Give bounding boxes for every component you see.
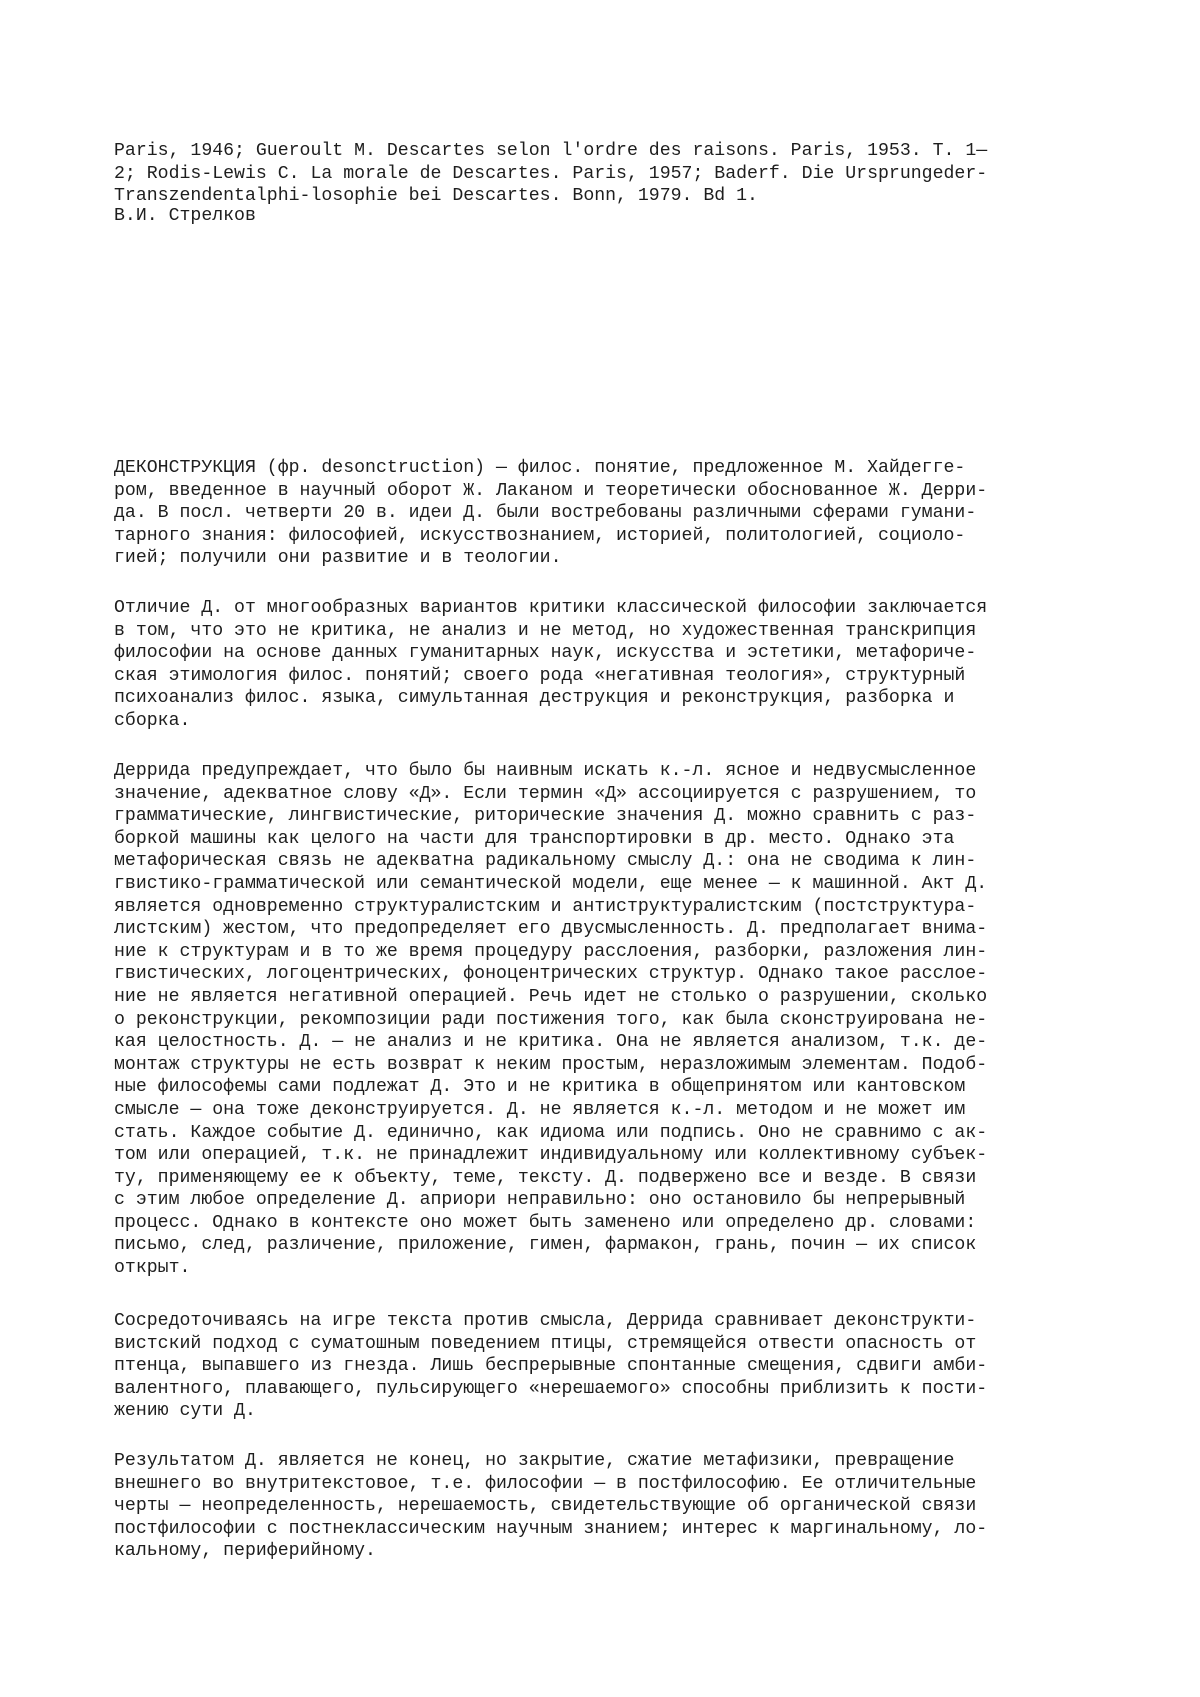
text-line: гвистико-грамматической или семантической модели, еще менее — к машинной. Акт Д. [114,873,988,894]
text-line: ние к структурам и в то же время процедуру расслоения, разборки, разложения лин- [114,941,988,962]
text-line: гвистических, логоцентрических, фоноцентрических структур. Однако такое расслое- [114,964,988,985]
text-line: кальному, периферийному. [114,1541,376,1562]
text-line: ние не является негативной операцией. Речь идет не столько о разрушении, сколько [114,986,988,1007]
text-line: ные философемы сами подлежат Д. Это и не критика в общепринятом или кантовском [114,1077,966,1098]
text-line: Сосредоточиваясь на игре текста против смысла, Деррида сравнивает деконструкти- [114,1311,977,1331]
text-line: жению сути Д. [114,1401,256,1422]
text-line: с этим любое определение Д. априори неправильно: оно остановило бы непрерывный [114,1190,966,1211]
author-name: В.И. Стрелков [114,206,256,226]
text-line: внешнего во внутритекстовое, т.е. философии — в постфилософию. Ее отличительные [114,1473,977,1494]
paragraph-result [114,1450,987,1563]
text-line: вистский подход с суматошным поведением птицы, стремящейся отвести опасность от [114,1333,977,1354]
text-line: Результатом Д. является не конец, но закрытие, сжатие метафизики, превращение [114,1451,955,1471]
text-line: Деррида предупреждает, что было бы наивным искать к.-л. ясное и недвусмысленное [114,761,977,781]
text-line: тарного знания: философией, искусствознанием, историей, политологией, социоло- [114,525,966,546]
text-line: гией; получили они развитие и в теологии. [114,548,562,569]
text-line: Отличие Д. от многообразных вариантов критики классической философии заключается [114,598,988,618]
text-line: сборка. [114,710,191,731]
text-line: о реконструкции, рекомпозиции ради постижения того, как была сконструирована не- [114,1009,988,1030]
text-line: ту, применяющему ее к объекту, теме, тексту. Д. подвержено все и везде. В связи [114,1167,977,1188]
text-line: боркой машины как целого на части для транспортировки в др. место. Однако эта [114,828,955,849]
text-line: ром, введенное в научный оборот Ж. Лаканом и теоретически обоснованное Ж. Дерри- [114,480,988,501]
text-line: черты — неопределенность, нерешаемость, свидетельствующие об органической связи [114,1496,977,1517]
text-line: постфилософии с постнеклассическим научным знанием; интерес к маргинальному, ло- [114,1518,988,1539]
author-signature [114,205,256,228]
text-line: письмо, след, различение, приложение, гимен, фармакон, грань, почин — их список [114,1235,977,1256]
text-line: процесс. Однако в контексте оно может быть заменено или определено др. словами: [114,1212,977,1233]
bibliography-reference [114,140,987,208]
text-line: в том, что это не критика, не анализ и не метод, но художественная транскрипция [114,620,977,641]
text-line: том или операцией, т.к. не принадлежит индивидуальному или коллективному субъек- [114,1145,988,1166]
text-line: ская этимология филос. понятий; своего рода «негативная теология», структурный [114,665,966,686]
paragraph-definition [114,457,987,570]
text-line: значение, адекватное слову «Д». Если термин «Д» ассоциируется с разрушением, то [114,783,977,804]
text-line: Transzendentalphi-losophie bei Descartes. Bonn, 1979. Bd 1. [114,186,758,207]
text-line: метафорическая связь не адекватна радикальному смыслу Д.: она не сводима к лин- [114,851,977,872]
text-line: психоанализ филос. языка, симультанная деструкция и реконструкция, разборка и [114,688,955,709]
text-line: Paris, 1946; Gueroult M. Descartes selon l'ordre des raisons. Paris, 1953. T. 1— [114,141,988,161]
text-line: смысле — она тоже деконструируется. Д. не является к.-л. методом и не может им [114,1099,966,1120]
text-line: да. В посл. четверти 20 в. идеи Д. были востребованы различными сферами гумани- [114,503,977,524]
text-line: ДЕКОНСТРУКЦИЯ (фр. desonctruction) — филос. понятие, предложенное М. Хайдегге- [114,458,966,478]
text-line: валентного, плавающего, пульсирующего «нерешаемого» способны приблизить к пости- [114,1378,988,1399]
text-line: листским) жестом, что предопределяет его двусмысленность. Д. предполагает внима- [114,919,988,940]
paragraph-bird-metaphor [114,1310,987,1423]
text-line: стать. Каждое событие Д. единично, как идиома или подпись. Оно не сравнимо с ак- [114,1122,988,1143]
text-line: является одновременно структуралистским и антиструктуралистским (постструктура- [114,896,977,917]
text-line: открыт. [114,1258,191,1279]
text-line: птенца, выпавшего из гнезда. Лишь беспрерывные спонтанные смещения, сдвиги амби- [114,1356,988,1377]
paragraph-distinction [114,597,987,733]
text-line: кая целостность. Д. — не анализ и не критика. Она не является анализом, т.к. де- [114,1032,988,1053]
text-line: 2; Rodis-Lewis C. La morale de Descartes. Paris, 1957; Baderf. Die Ursprungeder- [114,163,988,184]
text-line: монтаж структуры не есть возврат к неким простым, неразложимым элементам. Подоб- [114,1054,988,1075]
paragraph-derrida-warning [114,760,987,1280]
text-line: философии на основе данных гуманитарных наук, искусства и эстетики, метафориче- [114,643,977,664]
text-line: грамматические, лингвистические, риторические значения Д. можно сравнить с раз- [114,806,977,827]
